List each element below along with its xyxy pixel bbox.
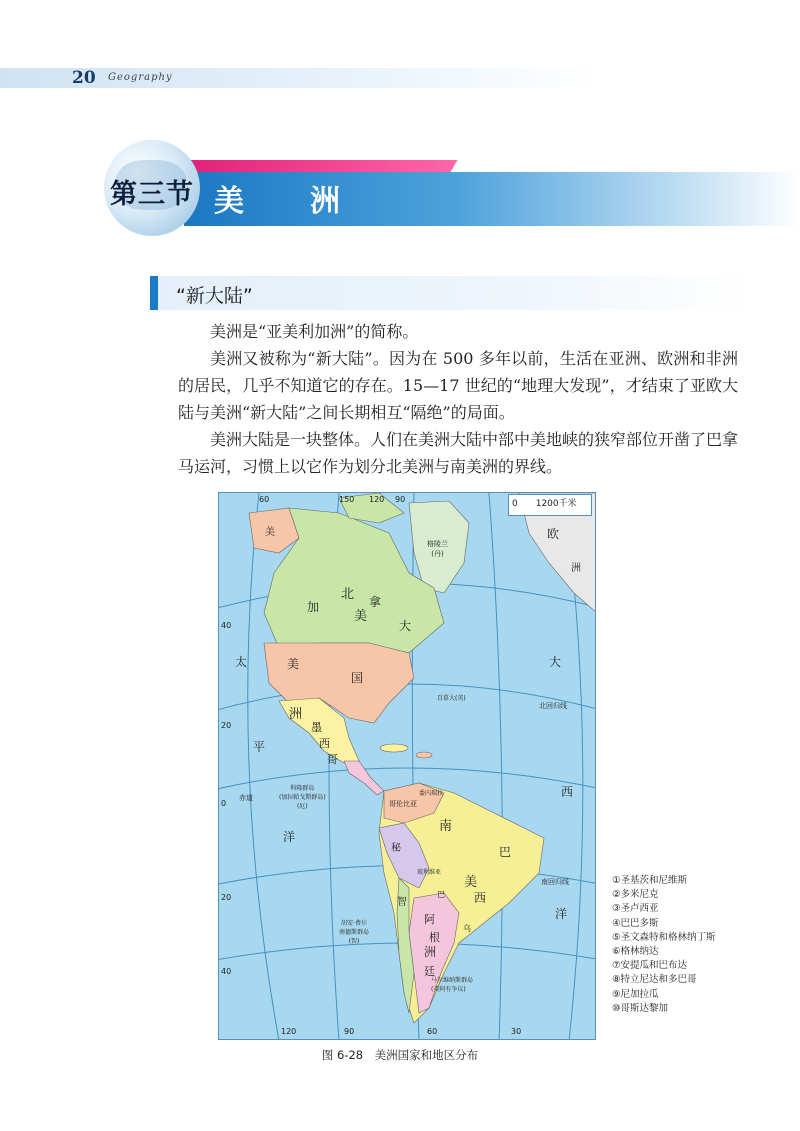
lon-label: 30 xyxy=(511,1027,522,1036)
map-label-pacific-3: 洋 xyxy=(283,830,296,844)
map-label-pacific-1: 太 xyxy=(235,655,248,669)
map-label-venezuela: 委内瑞拉 xyxy=(419,790,444,797)
legend-item: ⑥格林纳达 xyxy=(612,946,659,958)
map-label-argentina-1: 阿 xyxy=(424,913,435,926)
map-label-bermuda: 百慕大(英) xyxy=(437,695,466,702)
map-label-juan-fernandez: 胡安·费尔 南德斯群岛 (智) xyxy=(339,920,370,945)
page-number: 20 xyxy=(72,68,96,88)
legend-item: ⑤圣文森特和格林纳丁斯 xyxy=(612,931,716,943)
section-banner-accent xyxy=(183,160,458,172)
lat-label: 0 xyxy=(221,799,227,808)
legend-item: ②多米尼克 xyxy=(612,889,659,901)
subsection-title: “新大陆” xyxy=(176,285,253,307)
map-label-tropic-south: 南回归线 xyxy=(541,878,569,886)
legend-item: ⑩哥斯达黎加 xyxy=(612,1002,669,1014)
map-label-south-3: 洲 xyxy=(424,945,437,959)
subsection-accent xyxy=(150,276,158,310)
lon-label: 90 xyxy=(395,495,406,504)
paragraph-1: 美洲是“亚美利加洲”的简称。 xyxy=(210,322,419,341)
map-label-europe: 欧 xyxy=(547,527,560,541)
map-label-mexico-3: 哥 xyxy=(327,753,338,766)
legend-item: ①圣基茨和尼维斯 xyxy=(612,875,688,886)
map-label-atlantic-2: 西 xyxy=(561,785,574,799)
map-label-bolivia: 玻利维亚 xyxy=(417,869,442,876)
map-label-south-2: 美 xyxy=(464,875,478,890)
section-label: 第三节 xyxy=(110,179,194,210)
lon-label: 60 xyxy=(259,495,270,504)
map-label-brazil-1: 巴 xyxy=(499,845,512,859)
lat-label: 20 xyxy=(221,893,232,902)
paragraph-2: 美洲又被称为“新大陆”。因为在 500 多年以前，生活在亚洲、欧洲和非洲的居民，几乎不知道它的存在。15—17 世纪的“地理大发现”，才结束了亚欧大陆与美洲“新大陆”之间长期相互“隔绝”的局面。 xyxy=(178,349,738,422)
section-title: 美 洲 xyxy=(214,184,358,219)
lon-label: 120 xyxy=(281,1027,297,1036)
map-label-africa: 洲 xyxy=(571,563,581,574)
map-label-canada-3: 大 xyxy=(399,619,412,633)
map-label-canada-2: 拿 xyxy=(369,595,382,609)
map-label-argentina-2: 根 xyxy=(429,931,440,944)
lon-label: 150 xyxy=(339,495,355,504)
figure-caption: 图 6-28 美洲国家和地区分布 xyxy=(321,1048,479,1062)
map-label-usa-2: 国 xyxy=(351,671,364,685)
map-label-atlantic-3: 洋 xyxy=(555,907,568,921)
lat-label: 40 xyxy=(221,621,232,630)
map-label-mexico-1: 墨 xyxy=(311,721,322,734)
map-label-canada-1: 加 xyxy=(307,600,320,614)
map-label-falklands: 马尔维纳斯群岛 (英阿有争议) xyxy=(431,977,474,993)
legend-item: ⑧特立尼达和多巴哥 xyxy=(612,974,697,986)
legend-item: ③圣卢西亚 xyxy=(612,903,659,915)
americas-map xyxy=(218,492,596,1040)
map-label-equator: 赤道 xyxy=(239,794,253,802)
map-label-america: 美 xyxy=(354,609,368,624)
map-label-continent: 洲 xyxy=(289,707,303,722)
map-label-tropic-north: 北回归线 xyxy=(539,702,567,710)
map-label-alaska: 美 xyxy=(265,527,275,538)
map-label-peru: 秘 xyxy=(391,843,401,854)
paragraph-3: 美洲大陆是一块整体。人们在美洲大陆中部中美地峡的狭窄部位开凿了巴拿马运河，习惯上以它作为划分北美洲与南美洲的界线。 xyxy=(178,430,739,476)
legend-item: ⑦安提瓜和巴布达 xyxy=(612,960,688,972)
lon-label: 90 xyxy=(344,1027,355,1036)
legend-item: ⑨尼加拉瓜 xyxy=(612,988,659,1000)
map-label-pacific-2: 平 xyxy=(253,740,266,754)
running-title: Geography xyxy=(108,72,173,83)
map-label-chile: 智 xyxy=(397,897,407,908)
map-label-north: 北 xyxy=(341,587,355,602)
map-legend xyxy=(612,874,716,1016)
map-label-brazil-2: 西 xyxy=(474,891,487,905)
map-label-galapagos: 科隆群岛 (加拉帕戈斯群岛) (厄) xyxy=(279,785,326,810)
lon-label: 120 xyxy=(369,495,385,504)
legend-item: ④巴巴多斯 xyxy=(612,917,659,929)
map-label-atlantic-1: 大 xyxy=(549,655,562,669)
map-label-uruguay: 乌 xyxy=(463,924,471,933)
lon-label: 60 xyxy=(427,1027,438,1036)
map-label-greenland: 格陵兰 (丹) xyxy=(427,540,448,558)
map-label-argentina-3: 廷 xyxy=(424,965,435,978)
map-scale: 0 1200千米 xyxy=(512,499,577,509)
map-label-paraguay: 巴 xyxy=(437,890,445,899)
body-text xyxy=(178,318,738,480)
map-label-south-1: 南 xyxy=(439,819,453,834)
lat-label: 40 xyxy=(221,967,232,976)
map-label-usa-1: 美 xyxy=(287,657,300,671)
lat-label: 20 xyxy=(221,721,232,730)
map-label-mexico-2: 西 xyxy=(319,737,330,750)
map-label-colombia: 哥伦比亚 xyxy=(389,800,417,808)
